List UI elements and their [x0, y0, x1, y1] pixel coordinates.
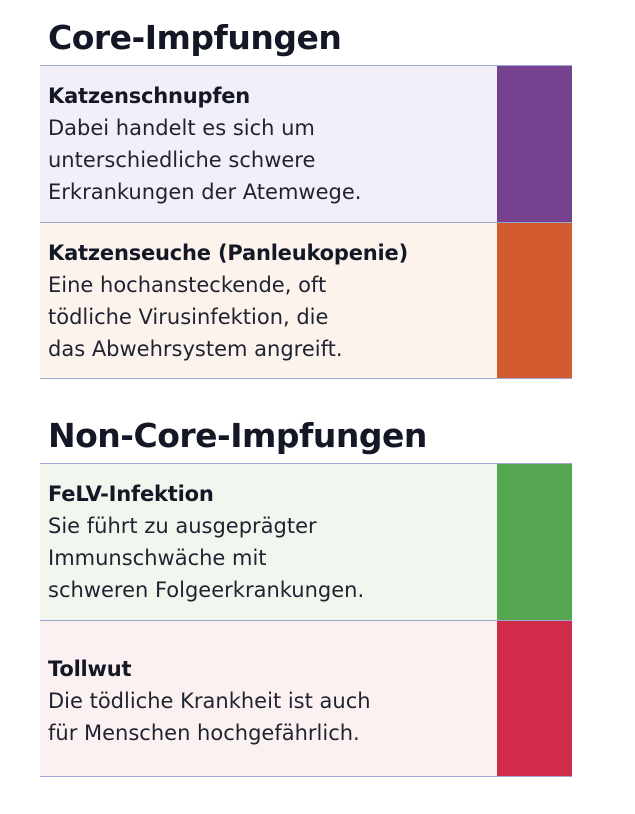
color-swatch: [497, 223, 572, 378]
vaccination-title: Katzenschnupfen: [48, 84, 251, 108]
color-swatch: [497, 66, 572, 222]
color-swatch: [497, 464, 572, 620]
vaccination-card-katzenseuche: [40, 222, 572, 379]
vaccination-title: FeLV-Infektion: [48, 482, 214, 506]
vaccination-card-katzenschnupfen: [40, 65, 572, 222]
core-vaccinations-heading: Core-Impfungen: [48, 18, 342, 57]
color-swatch: [497, 621, 572, 776]
vaccination-card-text: [48, 478, 488, 606]
vaccination-title: Katzenseuche (Panleukopenie): [48, 241, 408, 265]
vaccination-card-felv: [40, 463, 572, 620]
vaccination-card-text: [48, 80, 488, 208]
vaccination-description: Dabei handelt es sich um unterschiedliche schwere Erkrankungen der Atemwege.: [48, 116, 362, 204]
vaccination-title: Tollwut: [48, 657, 132, 681]
vaccination-card-text: [48, 237, 488, 365]
vaccination-card-tollwut: [40, 620, 572, 777]
vaccination-description: Die tödliche Krankheit ist auch für Menschen hochgefährlich.: [48, 689, 371, 745]
vaccination-description: Eine hochansteckende, oft tödliche Virusinfektion, die das Abwehrsystem angreift.: [48, 273, 343, 361]
vaccination-card-text: [48, 653, 488, 749]
vaccination-description: Sie führt zu ausgeprägter Immunschwäche mit schweren Folgeerkrankungen.: [48, 514, 365, 602]
noncore-vaccinations-heading: Non-Core-Impfungen: [48, 416, 427, 455]
